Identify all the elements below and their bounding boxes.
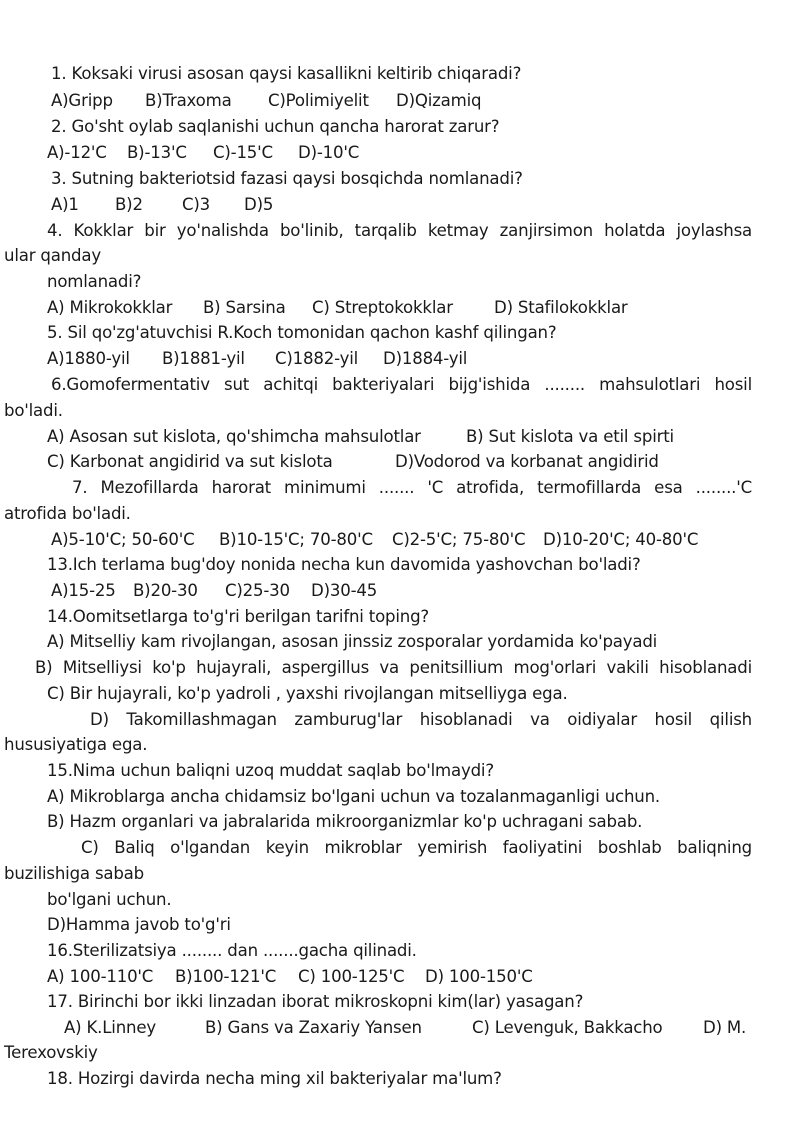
question-14: 14.Oomitsetlarga to'g'ri berilgan tarifni toping? (47, 607, 430, 626)
q4-option-b: B) Sarsina (203, 298, 286, 317)
q4-option-a: A) Mikrokokklar (47, 298, 173, 317)
q14-option-d-cont: hususiyatiga ega. (4, 735, 148, 754)
question-4-cont-2: nomlanadi? (47, 272, 142, 291)
q7-option-d: D)10-20'C; 40-80'C (543, 530, 699, 549)
question-17: 17. Birinchi bor ikki linzadan iborat mikroskopni kim(lar) yasagan? (47, 992, 584, 1011)
q1-option-c: C)Polimiyelit (268, 91, 369, 110)
q15-option-a: A) Mikroblarga ancha chidamsiz bo'lgani uchun va tozalanmaganligi uchun. (47, 787, 660, 806)
q17-option-d: D) M. (703, 1018, 747, 1037)
q14-option-b: B) Mitselliysi ko'p hujayrali, aspergillus va penitsillium mog'orlari vakili hisoblanadi (35, 658, 752, 677)
q17-option-a: A) K.Linney (64, 1018, 156, 1037)
question-1: 1. Koksaki virusi asosan qaysi kasallikni keltirib chiqaradi? (51, 64, 522, 83)
q2-option-c: C)-15'C (213, 143, 273, 162)
question-6: 6.Gomofermentativ sut achitqi bakteriyalari bijg'ishida ........ mahsulotlari hosil (51, 375, 752, 394)
q15-option-c-cont-2: bo'lgani uchun. (47, 890, 172, 909)
question-7-cont: atrofida bo'ladi. (4, 504, 131, 523)
question-5: 5. Sil qo'zg'atuvchisi R.Koch tomonidan qachon kashf qilingan? (47, 323, 557, 342)
q2-option-d: D)-10'C (298, 143, 360, 162)
question-13: 13.Ich terlama bug'doy nonida necha kun davomida yashovchan bo'ladi? (47, 555, 641, 574)
question-4: 4. Kokklar bir yo'nalishda bo'linib, tarqalib ketmay zanjirsimon holatda joylashsa (47, 221, 752, 240)
q7-option-b: B)10-15'C; 70-80'C (219, 530, 373, 549)
question-15: 15.Nima uchun baliqni uzoq muddat saqlab bo'lmaydi? (47, 761, 494, 780)
q6-option-a: A) Asosan sut kislota, qo'shimcha mahsulotlar (47, 427, 421, 446)
q7-option-a: A)5-10'C; 50-60'C (51, 530, 195, 549)
q4-option-d: D) Stafilokokklar (494, 298, 628, 317)
q5-option-d: D)1884-yil (383, 349, 468, 368)
q13-option-d: D)30-45 (311, 581, 378, 600)
q6-option-c: C) Karbonat angidirid va sut kislota (47, 452, 333, 471)
q15-option-c: C) Baliq o'lgandan keyin mikroblar yemirish faoliyatini boshlab baliqning (81, 838, 752, 857)
q16-option-b: B)100-121'C (175, 967, 277, 986)
q13-option-a: A)15-25 (51, 581, 116, 600)
q1-option-a: A)Gripp (51, 91, 113, 110)
q17-option-b: B) Gans va Zaxariy Yansen (205, 1018, 422, 1037)
q2-option-a: A)-12'C (47, 143, 107, 162)
q2-option-b: B)-13'C (127, 143, 187, 162)
q5-option-a: A)1880-yil (47, 349, 130, 368)
q3-option-a: A)1 (51, 195, 79, 214)
question-3: 3. Sutning bakteriotsid fazasi qaysi bosqichda nomlanadi? (51, 169, 523, 188)
question-6-cont: bo'ladi. (4, 401, 63, 420)
q15-option-c-cont: buzilishiga sabab (4, 864, 144, 883)
q5-option-c: C)1882-yil (275, 349, 359, 368)
q3-option-b: B)2 (115, 195, 143, 214)
q13-option-b: B)20-30 (133, 581, 198, 600)
q14-option-d: D) Takomillashmagan zamburug'lar hisoblanadi va oidiyalar hosil qilish (90, 710, 752, 729)
q3-option-c: C)3 (182, 195, 211, 214)
q16-option-d: D) 100-150'C (425, 967, 533, 986)
q16-option-c: C) 100-125'C (298, 967, 405, 986)
q7-option-c: C)2-5'C; 75-80'C (392, 530, 526, 549)
question-16: 16.Sterilizatsiya ........ dan .......gacha qilinadi. (47, 941, 417, 960)
q17-option-d-cont: Terexovskiy (4, 1043, 98, 1062)
question-7: 7. Mezofillarda harorat minimumi ....... 'C atrofida, termofillarda esa ........'C (72, 478, 752, 497)
q1-option-b: B)Traxoma (145, 91, 232, 110)
q16-option-a: A) 100-110'C (47, 967, 154, 986)
q6-option-b: B) Sut kislota va etil spirti (466, 427, 674, 446)
q4-option-c: C) Streptokokklar (312, 298, 453, 317)
q14-option-c: C) Bir hujayrali, ko'p yadroli , yaxshi rivojlangan mitselliyga ega. (47, 684, 568, 703)
q14-option-a: A) Mitselliy kam rivojlangan, asosan jinssiz zosporalar yordamida ko'payadi (47, 632, 658, 651)
q3-option-d: D)5 (244, 195, 274, 214)
question-18: 18. Hozirgi davirda necha ming xil bakteriyalar ma'lum? (47, 1069, 502, 1088)
q6-option-d: D)Vodorod va korbanat angidirid (395, 452, 659, 471)
q5-option-b: B)1881-yil (162, 349, 245, 368)
q13-option-c: C)25-30 (225, 581, 290, 600)
q15-option-b: B) Hazm organlari va jabralarida mikroorganizmlar ko'p uchragani sabab. (47, 812, 643, 831)
q15-option-d: D)Hamma javob to'g'ri (47, 915, 231, 934)
question-2: 2. Go'sht oylab saqlanishi uchun qancha harorat zarur? (51, 117, 500, 136)
q17-option-c: C) Levenguk, Bakkacho (472, 1018, 663, 1037)
q1-option-d: D)Qizamiq (396, 91, 482, 110)
question-4-cont: ular qanday (4, 246, 101, 265)
